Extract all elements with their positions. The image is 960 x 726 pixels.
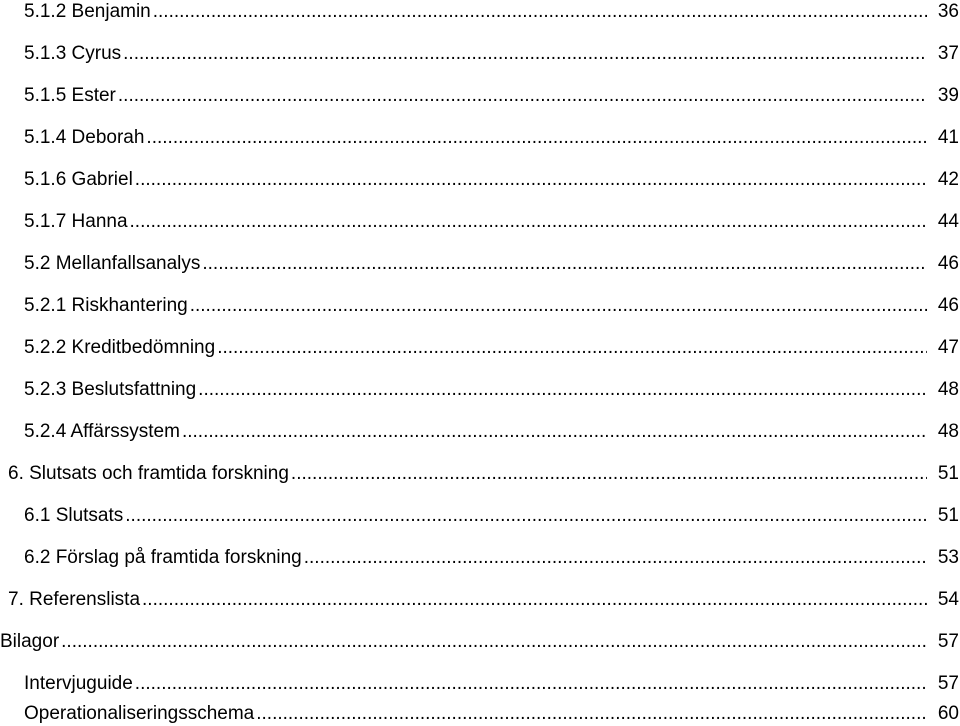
toc-entry-6-2[interactable] <box>0 540 960 570</box>
toc-entry-page: 48 <box>927 420 960 444</box>
toc-entry-page: 57 <box>927 672 960 696</box>
toc-dot-leader <box>118 84 927 108</box>
toc-dot-leader <box>135 168 927 192</box>
toc-entry-5-2-2[interactable] <box>0 330 960 360</box>
toc-dot-leader <box>130 210 927 234</box>
toc-entry-label: 5.1.5 Ester <box>24 85 116 106</box>
toc-entry-label: 5.2.3 Beslutsfattning <box>24 379 197 400</box>
toc-entry-5-1-5[interactable] <box>0 78 960 108</box>
toc-entry-5-1-6[interactable] <box>0 162 960 192</box>
toc-entry-label: 5.2.1 Riskhantering <box>24 295 188 316</box>
toc-dot-leader <box>135 672 927 696</box>
toc-entry-intervjuguide[interactable] <box>0 666 960 696</box>
toc-entry-label: 5.2 Mellanfallsanalys <box>24 253 201 274</box>
toc-entry-label: Intervjuguide <box>24 673 133 694</box>
toc-entry-page: 57 <box>927 630 960 654</box>
toc-entry-operationaliseringsschema[interactable] <box>0 696 960 726</box>
toc-entry-label: 6. Slutsats och framtida forskning <box>8 463 289 484</box>
toc-entry-5-1-4[interactable] <box>0 120 960 150</box>
toc-entry-page: 60 <box>927 702 960 726</box>
toc-entry-page: 51 <box>927 504 960 528</box>
toc-entry-6-1[interactable] <box>0 498 960 528</box>
toc-entry-page: 48 <box>927 378 960 402</box>
toc-entry-label: 5.1.3 Cyrus <box>24 43 122 64</box>
toc-entry-page: 41 <box>927 126 960 150</box>
toc-dot-leader <box>291 462 927 486</box>
toc-entry-page: 46 <box>927 252 960 276</box>
toc-entry-label: Bilagor <box>0 631 60 652</box>
toc-entry-label: 5.2.4 Affärssystem <box>24 421 180 442</box>
toc-entry-label: 6.1 Slutsats <box>24 505 124 526</box>
toc-entry-page: 46 <box>927 294 960 318</box>
toc-entry-label: 5.1.6 Gabriel <box>24 169 133 190</box>
toc-entry-label: Operationaliseringsschema <box>24 703 255 724</box>
toc-dot-leader <box>61 630 927 654</box>
toc-dot-leader <box>123 42 927 66</box>
toc-entry-6[interactable] <box>0 456 960 486</box>
toc-dot-leader <box>146 126 927 150</box>
toc-entry-5-2-4[interactable] <box>0 414 960 444</box>
toc-entry-page: 39 <box>927 84 960 108</box>
toc-entry-page: 42 <box>927 168 960 192</box>
toc-entry-label: 5.1.4 Deborah <box>24 127 145 148</box>
toc-entry-5-2[interactable] <box>0 246 960 276</box>
toc-entry-page: 51 <box>927 462 960 486</box>
toc-dot-leader <box>217 336 927 360</box>
toc-entry-page: 37 <box>927 42 960 66</box>
toc-entry-label: 5.1.2 Benjamin <box>24 1 151 22</box>
toc-entry-label: 7. Referenslista <box>8 589 141 610</box>
toc-entry-bilagor[interactable] <box>0 624 960 654</box>
toc-entry-page: 44 <box>927 210 960 234</box>
toc-entry-page: 54 <box>927 588 960 612</box>
toc-entry-label: 5.1.7 Hanna <box>24 211 128 232</box>
toc-entry-page: 36 <box>927 0 960 24</box>
toc-entry-label: 5.2.2 Kreditbedömning <box>24 337 216 358</box>
toc-dot-leader <box>125 504 927 528</box>
toc-dot-leader <box>198 378 927 402</box>
toc-dot-leader <box>153 0 927 24</box>
toc-entry-page: 53 <box>927 546 960 570</box>
toc-entry-5-2-3[interactable] <box>0 372 960 402</box>
toc-dot-leader <box>304 546 927 570</box>
toc-entry-5-2-1[interactable] <box>0 288 960 318</box>
toc-entry-label: 6.2 Förslag på framtida forskning <box>24 547 302 568</box>
toc-dot-leader <box>256 702 927 726</box>
toc-entry-page: 47 <box>927 336 960 360</box>
toc-dot-leader <box>190 294 927 318</box>
toc-entry-5-1-2[interactable] <box>0 0 960 24</box>
toc-dot-leader <box>202 252 927 276</box>
toc-entry-5-1-7[interactable] <box>0 204 960 234</box>
toc-dot-leader <box>182 420 927 444</box>
toc-entry-7[interactable] <box>0 582 960 612</box>
toc-dot-leader <box>142 588 927 612</box>
toc-entry-5-1-3[interactable] <box>0 36 960 66</box>
